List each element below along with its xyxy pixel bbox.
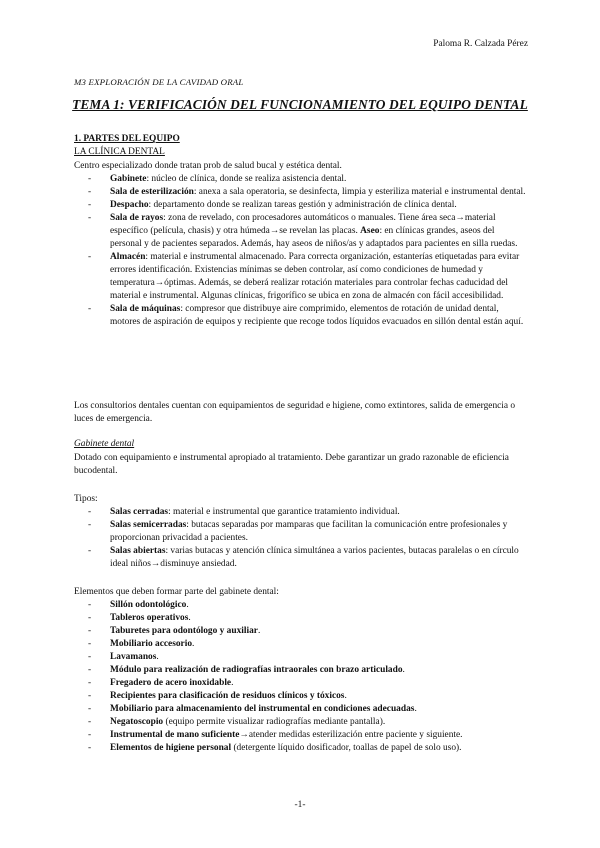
item-term: Recipientes para clasificación de residuos clínicos y tóxicos (110, 691, 345, 701)
item-term: Salas semicerradas (110, 520, 187, 530)
item-term: Sala de máquinas (110, 304, 181, 314)
section-heading: 1. PARTES DEL EQUIPO (74, 134, 180, 144)
item-term: Elementos de higiene personal (110, 743, 232, 753)
item-text: . (156, 652, 159, 662)
list-item (88, 690, 528, 703)
item-text: (equipo permite visualizar radiografías mediante pantalla). (163, 717, 386, 727)
item-term-2: Aseo (360, 226, 380, 236)
item-text: . (414, 704, 417, 714)
elementos-list (88, 599, 528, 755)
page-title: TEMA 1: VERIFICACIÓN DEL FUNCIONAMIENTO DEL EQUIPO DENTAL (72, 97, 528, 112)
item-text: . (188, 613, 191, 623)
list-item (88, 251, 528, 303)
item-text: : butacas separadas por mamparas que facilitan la comunicación entre profesionales y proporcionan privacidad a pacientes. (110, 520, 508, 543)
tipos-label: Tipos: (74, 494, 98, 504)
item-text: . (402, 665, 405, 675)
list-item (88, 729, 528, 742)
list-item (88, 625, 528, 638)
section-subheading: LA CLÍNICA DENTAL (74, 147, 165, 157)
list-item (88, 703, 528, 716)
list-item (88, 677, 528, 690)
item-term: Tableros operativos (110, 613, 189, 623)
item-term: Lavamanos (110, 652, 157, 662)
intro-text: Centro especializado donde tratan prob de salud bucal y estética dental. (74, 161, 342, 171)
item-term: Negatoscopio (110, 717, 164, 727)
item-text: : material e instrumental almacenado. Para correcta organización, estanterías etiquetadas para evitar errores identificación. Existencias mínimas se deben controlar, así como condiciones de humedad y temperatura→óptimas. Además, se deberá realizar rotación materiales para controlar fechas caducidad del material e instrumental. Algunas clínicas, frigorífico se ubica en zona de almacén con fácil accesibilidad. (110, 252, 520, 301)
item-text: . (257, 626, 261, 636)
item-text: . (186, 600, 189, 610)
item-term: Despacho (110, 200, 149, 210)
list-item (88, 186, 528, 199)
item-term: Sala de rayos (110, 213, 164, 223)
list-item (88, 612, 528, 625)
item-text: →atender medidas esterilización entre paciente y siguiente. (239, 730, 463, 740)
item-text: : anexa a sala operatoria, se desinfecta, limpia y esteriliza material e instrumental dental. (193, 187, 526, 197)
item-text: : compresor que distribuye aire comprimido, elementos de rotación de unidad dental, motores de aspiración de equipos y recipiente que recoge todos líquidos evacuados en sillón dental están aquí. (110, 304, 524, 327)
item-text: . (344, 691, 347, 701)
list-item (88, 199, 528, 212)
item-term: Salas cerradas (110, 507, 169, 517)
list-item (88, 545, 528, 571)
item-text: . (231, 678, 234, 688)
list-item (88, 212, 528, 251)
list-item (88, 303, 528, 329)
item-term: Sala de esterilización (110, 187, 194, 197)
item-term: Almacén (110, 252, 146, 262)
gabinete-paragraph: Dotado con equipamiento e instrumental apropiado al tratamiento. Debe garantizar un grado razonable de eficiencia bucodental. (74, 453, 509, 476)
list-item (88, 742, 528, 755)
item-text-2: : en clínicas grandes, aseos del personal y de pacientes separados. Además, hay aseos de niños/as y adaptados para pacientes en silla ruedas. (110, 226, 518, 249)
list-item (88, 716, 528, 729)
item-text: : material e instrumental que garantice tratamiento individual. (168, 507, 400, 517)
list-item (88, 664, 528, 677)
clinic-areas-list (88, 173, 528, 329)
item-term: Mobiliario accesorio (110, 639, 193, 649)
author-name: Paloma R. Calzada Pérez (433, 39, 528, 49)
elementos-label: Elementos que deben formar parte del gabinete dental: (74, 587, 279, 597)
list-item (88, 519, 528, 545)
item-term: Sillón odontológico (110, 600, 187, 610)
page-number: -1- (294, 800, 306, 810)
item-text: : varias butacas y atención clínica simultánea a varios pacientes, butacas paralelas o en círculo ideal niños→disminuye ansiedad. (110, 546, 519, 569)
item-term: Gabinete (110, 174, 147, 184)
item-term: Salas abiertas (110, 546, 166, 556)
item-term: Fregadero de acero inoxidable (110, 678, 232, 688)
item-text: : departamento donde se realizan tareas gestión y administración de clínica dental. (148, 200, 457, 210)
list-item (88, 506, 528, 519)
item-text: (detergente líquido dosificador, toallas de papel de solo uso). (231, 743, 462, 753)
item-text: : zona de revelado, con procesadores automáticos o manuales. Tiene área seca→material específico (película, chasis) y otra húmeda→se revelan las placas. (110, 213, 496, 236)
consultorios-paragraph: Los consultorios dentales cuentan con equipamientos de seguridad e higiene, como extintores, salida de emergencia o luces de emergencia. (74, 401, 516, 424)
item-term: Taburetes para odontólogo y auxiliar (110, 626, 258, 636)
list-item (88, 173, 528, 186)
tipos-list (88, 506, 528, 571)
gabinete-heading: Gabinete dental (74, 439, 135, 449)
item-text: . (192, 639, 195, 649)
list-item (88, 651, 528, 664)
item-term: Instrumental de mano suficiente (110, 730, 240, 740)
list-item (88, 638, 528, 651)
list-item (88, 599, 528, 612)
item-term: Módulo para realización de radiografías intraorales con brazo articulado (110, 665, 403, 675)
item-term: Mobiliario para almacenamiento del instrumental en condiciones adecuadas (110, 704, 415, 714)
module-label: M3 EXPLORACIÓN DE LA CAVIDAD ORAL (74, 77, 244, 87)
item-text: : núcleo de clínica, donde se realiza asistencia dental. (146, 174, 347, 184)
